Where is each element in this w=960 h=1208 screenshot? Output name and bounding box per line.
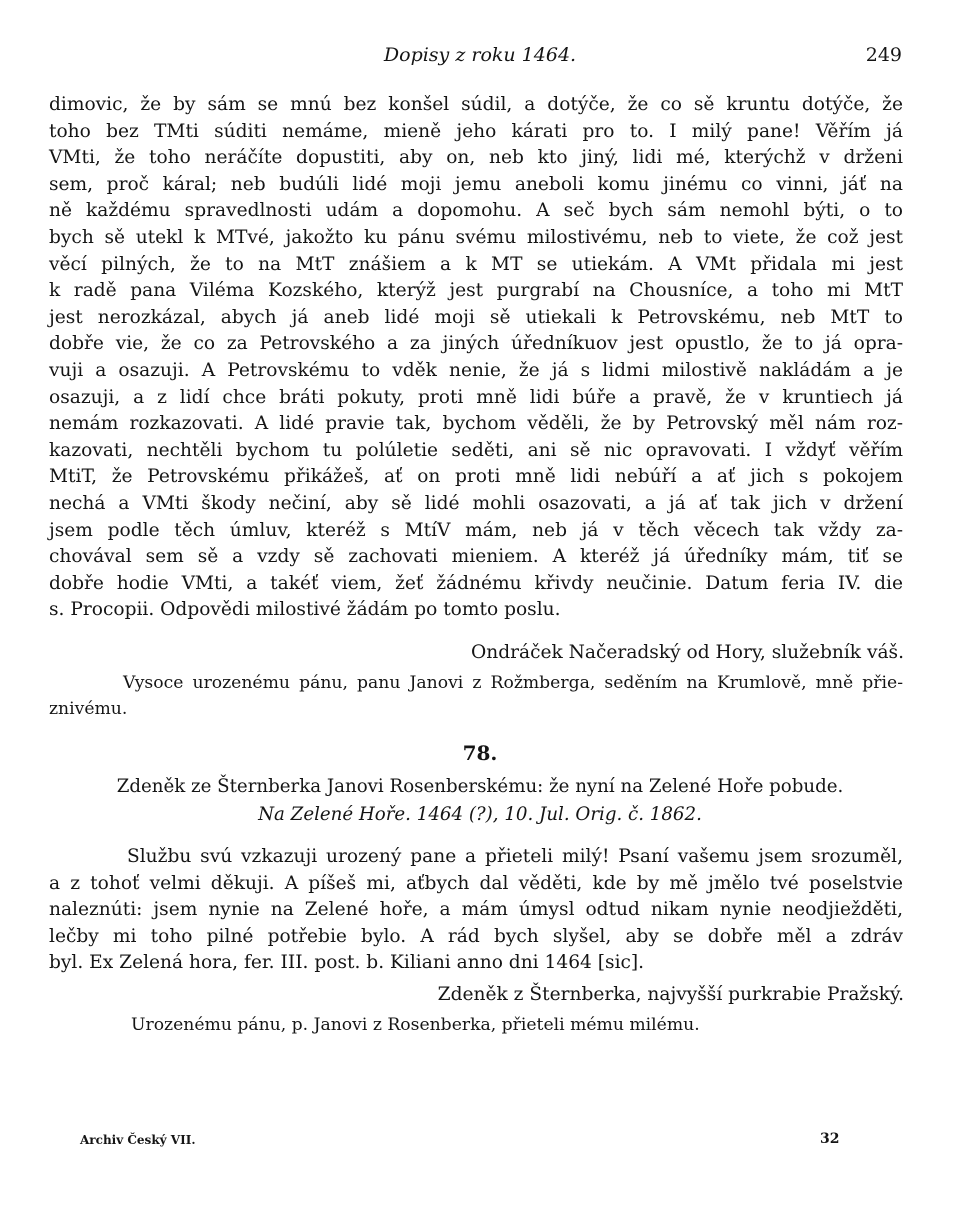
text-line: naleznúti: jsem nynie na Zelené hoře, a mám úmysl odtud nikam nynie neodjiežděti, [49, 899, 903, 921]
footer-archive-label: Archiv Český VII. [80, 1133, 196, 1147]
text-line: chovával sem sě a vzdy sě zachovati mieniem. A kteréž já úředníky mám, tiť se [49, 546, 903, 568]
footer-signature-number: 32 [820, 1131, 840, 1147]
text-line: VMti, že toho neráčíte dopustiti, aby on, neb kto jiný, lidi mé, kterýchž v drženi [49, 147, 903, 169]
text-line: dimovic, že by sám se mnú bez konšel súdil, a dotýče, že co sě kruntu dotýče, že [49, 94, 903, 115]
document-summary: Zdeněk ze Šternberka Janovi Rosenberskému: že nyní na Zelené Hoře pobude. [116, 776, 844, 797]
text-line: toho bez TMti súditi nemáme, mieně jeho kárati pro to. I milý pane! Věřím já [49, 120, 903, 142]
letter-77-address [49, 670, 903, 722]
text-line: jsem podle těch úmluv, kteréž s MtíV mám, neb já v těch věcech tak vždy za- [49, 519, 903, 541]
text-line: vuji a osazuji. A Petrovskému to vděk nenie, že já s lidmi milostivě nakládám a je [49, 359, 903, 381]
text-line: nemám rozkazovati. A lidé pravie tak, bychom věděli, že by Petrovský měl nám roz- [49, 413, 903, 435]
text-line: ně každému spravedlnosti udám a dopomohu. A seč bych sám nemohl býti, o to [49, 200, 903, 222]
text-line: sem, proč káral; neb budúli lidé moji jemu aneboli komu jinému co vinni, jáť na [49, 173, 903, 195]
text-line: s. Procopii. Odpovědi milostivé žádám po tomto poslu. [49, 599, 561, 621]
text-line: lečby mi toho pilné potřebie bylo. A rád bych slyšel, aby se dobře měl a zdráv [49, 925, 903, 947]
letter-78-address: Urozenému pánu, p. Janovi z Rosenberka, přieteli mému milému. [131, 1015, 700, 1035]
text-line: dobře hodie VMti, a takéť viem, žeť žádnému křivdy neučinie. Datum feria IV. die [49, 572, 903, 594]
letter-78-body [49, 844, 903, 977]
letter-77-signature: Ondráček Načeradský od Hory, služebník váš. [470, 642, 904, 663]
text-line: znivému. [49, 699, 128, 719]
letter-77-body [49, 92, 903, 624]
page-number: 249 [865, 44, 902, 66]
letter-78-address-wrap [49, 1012, 903, 1038]
text-line: k radě pana Viléma Kozského, kterýž jest purgrabí na Chousníce, a toho mi MtT [49, 280, 903, 302]
text-line: osazuji, a z lidí chce bráti pokuty, proti mně lidi búře a pravě, že v kruntiech já [49, 386, 903, 408]
text-line: bych sě utekl k MTvé, jakožto ku pánu svému milostivému, neb to viete, že což jest [49, 226, 903, 248]
text-line: kazovati, nechtěli bychom tu polúletie seděti, ani sě nic opravovati. I vždyť věřím [49, 439, 903, 461]
text-line: Vysoce urozenému pánu, panu Janovi z Rožmberga, seděním na Krumlově, mně přie- [123, 673, 903, 693]
document-number: 78. [462, 741, 498, 765]
text-line: a z tohoť velmi děkuji. A píšeš mi, aťbych dal věděti, kde by mě jmělo tvé poselstvie [49, 872, 903, 894]
running-head-title: Dopisy z roku 1464. [383, 44, 577, 66]
text-line: MtiT, že Petrovskému přikážeš, ať on proti mně lidi nebúří a ať jich s pokojem [49, 466, 903, 488]
text-line: byl. Ex Zelená hora, fer. III. post. b. Kiliani anno dni 1464 [sic]. [49, 952, 645, 974]
text-line: nechá a VMti škody nečiní, aby sě lidé mohli osazovati, a já ať tak jich v držení [49, 492, 903, 514]
letter-78-signature: Zdeněk z Šternberka, najvyšší purkrabie Pražský. [437, 984, 904, 1005]
text-line: Službu svú vzkazuji urozený pane a přieteli milý! Psaní vašemu jsem srozuměl, [127, 846, 903, 867]
text-line: věcí pilných, že to na MtT znášiem a k MT se utiekám. A VMt přidala mi jest [49, 253, 903, 275]
document-date-line: Na Zelené Hoře. 1464 (?), 10. Jul. Orig. č. 1862. [258, 804, 702, 825]
text-line: dobře vie, že co za Petrovského a za jiných úředníkuov jest opustlo, že to já opra- [49, 333, 903, 355]
text-line: jest nerozkázal, abych já aneb lidé moji sě utiekali k Petrovskému, neb MtT to [49, 306, 903, 328]
